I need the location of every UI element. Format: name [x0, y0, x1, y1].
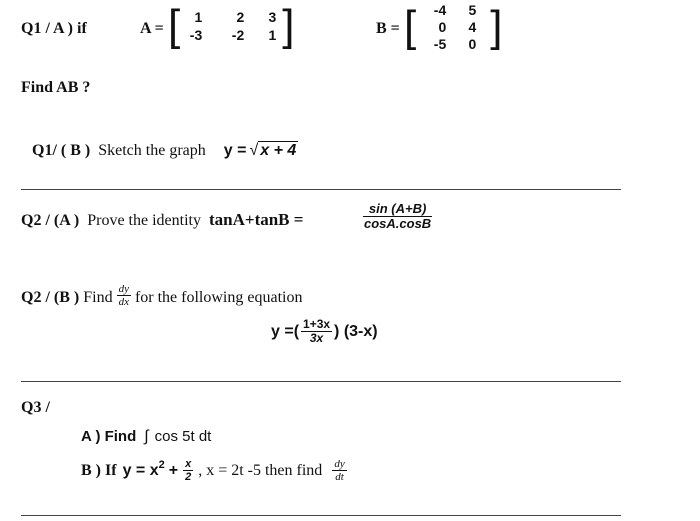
right-bracket: ]	[490, 2, 503, 51]
divider-1	[21, 189, 621, 190]
matrix-b-label: B =	[376, 20, 400, 37]
q3a-expr: cos 5t dt	[154, 428, 212, 445]
matrix-a-grid	[180, 9, 276, 43]
q2b-deriv-num: dy	[118, 283, 129, 295]
q1a-prefix: Q1 / A ) if	[21, 20, 87, 37]
q2a-line	[21, 210, 303, 230]
radicand: x + 4	[260, 142, 297, 159]
q3-label: Q3 /	[21, 399, 50, 416]
matrix-cell: 3	[268, 9, 277, 25]
q3b-deriv-den: dt	[335, 471, 344, 484]
q2a-fraction	[362, 202, 433, 232]
q1b-line	[32, 142, 298, 160]
matrix-cell: -5	[433, 36, 447, 52]
q3b-frac-den: 2	[185, 471, 192, 484]
divider-3	[21, 515, 621, 516]
q2b-frac-den: 3x	[309, 331, 324, 346]
q1b-prefix: Q1/ ( B )	[32, 142, 91, 159]
q3b-condition: , x = 2t -5 then find	[198, 461, 323, 479]
q2a-text: Prove the identity	[87, 212, 201, 229]
matrix-cell: 0	[468, 36, 477, 52]
q2a-lhs: tanA+tanB =	[208, 210, 304, 229]
left-bracket: [	[404, 2, 417, 51]
matrix-b	[404, 2, 502, 52]
right-bracket: ]	[282, 1, 295, 50]
q2b-frac-num: 1+3x	[303, 317, 331, 331]
q3a-prefix: A ) Find	[81, 428, 137, 445]
matrix-cell: 1	[194, 9, 203, 25]
matrix-cell: -3	[189, 27, 203, 43]
q2a-denominator: cosA.cosB	[364, 216, 432, 232]
q3b-line	[81, 458, 347, 484]
divider-2	[21, 381, 621, 382]
q3b-exponent: 2	[158, 458, 165, 471]
q2b-text: for the following equation	[134, 288, 303, 306]
matrix-a	[168, 1, 295, 50]
q3b-plus: +	[168, 461, 179, 479]
q3b-deriv-num: dy	[334, 458, 345, 470]
q3b-y: y = x	[122, 461, 159, 479]
q2a-numerator: sin (A+B)	[363, 202, 432, 217]
matrix-cell: -4	[433, 2, 447, 18]
matrix-b-grid	[420, 2, 476, 52]
q1b-eq-lhs: y =	[223, 142, 247, 159]
matrix-cell: 0	[438, 19, 447, 35]
q2b-deriv-den: dx	[118, 296, 129, 309]
q2b-prefix: Q2 / (B )	[21, 288, 80, 306]
matrix-cell: 1	[268, 27, 277, 43]
q1a-question: Find AB ?	[21, 79, 91, 96]
q3b-prefix: B ) If	[81, 461, 117, 479]
matrix-cell: 2	[236, 9, 245, 25]
matrix-cell: 5	[468, 2, 477, 18]
matrix-cell: -2	[231, 27, 245, 43]
q3a-line	[81, 428, 211, 446]
q2b-eq-lhs: y =(	[271, 322, 300, 340]
matrix-cell: 4	[468, 19, 477, 35]
q2b-find: Find	[83, 288, 113, 306]
q2a-prefix: Q2 / (A )	[21, 212, 80, 229]
q2b-line	[21, 285, 302, 311]
sqrt-symbol: √	[249, 142, 259, 159]
q3b-frac-num: x	[185, 458, 192, 470]
q2b-equation	[271, 318, 378, 346]
integral-symbol: ∫	[144, 428, 149, 445]
left-bracket: [	[168, 1, 181, 50]
q1b-text: Sketch the graph	[98, 142, 206, 159]
matrix-a-label: A =	[140, 20, 164, 37]
q2b-eq-rhs: ) (3-x)	[334, 322, 378, 340]
